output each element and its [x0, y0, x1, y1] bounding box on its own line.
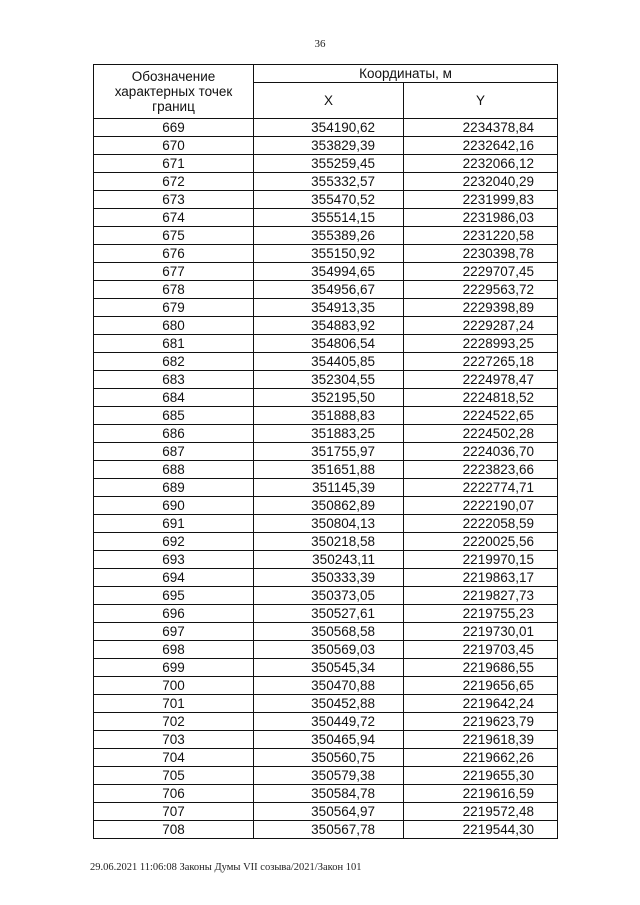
y-coordinate-cell: 2231999,83: [404, 191, 558, 209]
y-coordinate-cell: 2219970,15: [404, 551, 558, 569]
table-row: [94, 641, 558, 659]
x-coordinate-cell: 350243,11: [254, 551, 404, 569]
x-coordinate-cell: 350804,13: [254, 515, 404, 533]
y-coordinate-cell: 2220025,56: [404, 533, 558, 551]
table-row: [94, 767, 558, 785]
x-coordinate-cell: 350564,97: [254, 803, 404, 821]
x-coordinate-cell: 351888,83: [254, 407, 404, 425]
y-coordinate-cell: 2227265,18: [404, 353, 558, 371]
y-coordinate-cell: 2224522,65: [404, 407, 558, 425]
point-number-cell: 706: [94, 785, 254, 803]
header-point-designation: [94, 65, 254, 119]
y-coordinate-cell: 2219755,23: [404, 605, 558, 623]
y-coordinate-cell: 2224036,70: [404, 443, 558, 461]
table-row: [94, 623, 558, 641]
x-coordinate-cell: 354190,62: [254, 119, 404, 137]
x-coordinate-cell: 351145,39: [254, 479, 404, 497]
y-coordinate-cell: 2219655,30: [404, 767, 558, 785]
table-row: [94, 191, 558, 209]
point-number-cell: 674: [94, 209, 254, 227]
y-coordinate-cell: 2224818,52: [404, 389, 558, 407]
point-number-cell: 676: [94, 245, 254, 263]
table-row: [94, 803, 558, 821]
header-name-line: границ: [152, 99, 195, 114]
x-coordinate-cell: 351651,88: [254, 461, 404, 479]
x-coordinate-cell: 355470,52: [254, 191, 404, 209]
table-row: [94, 209, 558, 227]
x-coordinate-cell: 350449,72: [254, 713, 404, 731]
x-coordinate-cell: 351883,25: [254, 425, 404, 443]
table-row: [94, 443, 558, 461]
point-number-cell: 698: [94, 641, 254, 659]
x-coordinate-cell: 354913,35: [254, 299, 404, 317]
point-number-cell: 701: [94, 695, 254, 713]
point-number-cell: 684: [94, 389, 254, 407]
table-row: [94, 119, 558, 137]
x-coordinate-cell: 355259,45: [254, 155, 404, 173]
point-number-cell: 688: [94, 461, 254, 479]
point-number-cell: 670: [94, 137, 254, 155]
y-coordinate-cell: 2232642,16: [404, 137, 558, 155]
y-coordinate-cell: 2219827,73: [404, 587, 558, 605]
point-number-cell: 669: [94, 119, 254, 137]
point-number-cell: 687: [94, 443, 254, 461]
y-coordinate-cell: 2219686,55: [404, 659, 558, 677]
table-row: [94, 407, 558, 425]
x-coordinate-cell: 350373,05: [254, 587, 404, 605]
y-coordinate-cell: 2229563,72: [404, 281, 558, 299]
x-coordinate-cell: 352195,50: [254, 389, 404, 407]
x-coordinate-cell: 355332,57: [254, 173, 404, 191]
header-coordinates: Координаты, м: [254, 65, 558, 83]
point-number-cell: 678: [94, 281, 254, 299]
table-row: [94, 371, 558, 389]
y-coordinate-cell: 2231986,03: [404, 209, 558, 227]
y-coordinate-cell: 2229398,89: [404, 299, 558, 317]
point-number-cell: 689: [94, 479, 254, 497]
x-coordinate-cell: 354956,67: [254, 281, 404, 299]
y-coordinate-cell: 2223823,66: [404, 461, 558, 479]
document-footer: 29.06.2021 11:06:08 Законы Думы VII созыва/2021/Закон 101: [90, 862, 362, 873]
point-number-cell: 704: [94, 749, 254, 767]
point-number-cell: 671: [94, 155, 254, 173]
y-coordinate-cell: 2219616,59: [404, 785, 558, 803]
table-row: [94, 425, 558, 443]
table-row: [94, 227, 558, 245]
point-number-cell: 683: [94, 371, 254, 389]
x-coordinate-cell: 350560,75: [254, 749, 404, 767]
point-number-cell: 691: [94, 515, 254, 533]
x-coordinate-cell: 353829,39: [254, 137, 404, 155]
point-number-cell: 702: [94, 713, 254, 731]
y-coordinate-cell: 2222190,07: [404, 497, 558, 515]
point-number-cell: 707: [94, 803, 254, 821]
table-row: [94, 263, 558, 281]
table-row: [94, 551, 558, 569]
x-coordinate-cell: 350465,94: [254, 731, 404, 749]
y-coordinate-cell: 2219656,65: [404, 677, 558, 695]
x-coordinate-cell: 355389,26: [254, 227, 404, 245]
table-row: [94, 137, 558, 155]
x-coordinate-cell: 351755,97: [254, 443, 404, 461]
table-row: [94, 821, 558, 839]
point-number-cell: 685: [94, 407, 254, 425]
x-coordinate-cell: 350569,03: [254, 641, 404, 659]
point-number-cell: 696: [94, 605, 254, 623]
table-row: [94, 515, 558, 533]
table-row: [94, 605, 558, 623]
x-coordinate-cell: 352304,55: [254, 371, 404, 389]
table-row: [94, 245, 558, 263]
table-row: [94, 587, 558, 605]
point-number-cell: 705: [94, 767, 254, 785]
table-row: [94, 317, 558, 335]
x-coordinate-cell: 354883,92: [254, 317, 404, 335]
x-coordinate-cell: 350527,61: [254, 605, 404, 623]
point-number-cell: 708: [94, 821, 254, 839]
table-row: [94, 731, 558, 749]
x-coordinate-cell: 350568,58: [254, 623, 404, 641]
x-coordinate-cell: 350862,89: [254, 497, 404, 515]
point-number-cell: 681: [94, 335, 254, 353]
point-number-cell: 690: [94, 497, 254, 515]
y-coordinate-cell: 2219623,79: [404, 713, 558, 731]
point-number-cell: 677: [94, 263, 254, 281]
table-row: [94, 479, 558, 497]
table-header: [94, 65, 558, 119]
x-coordinate-cell: 355514,15: [254, 209, 404, 227]
table-row: [94, 785, 558, 803]
x-coordinate-cell: 354806,54: [254, 335, 404, 353]
header-name-line: характерных точек: [114, 84, 233, 99]
point-number-cell: 680: [94, 317, 254, 335]
y-coordinate-cell: 2228993,25: [404, 335, 558, 353]
point-number-cell: 672: [94, 173, 254, 191]
table-row: [94, 533, 558, 551]
point-number-cell: 675: [94, 227, 254, 245]
y-coordinate-cell: 2219544,30: [404, 821, 558, 839]
point-number-cell: 697: [94, 623, 254, 641]
x-coordinate-cell: 354405,85: [254, 353, 404, 371]
x-coordinate-cell: 350452,88: [254, 695, 404, 713]
page-number: 36: [314, 38, 326, 50]
y-coordinate-cell: 2222774,71: [404, 479, 558, 497]
table-body: [94, 119, 558, 839]
y-coordinate-cell: 2219730,01: [404, 623, 558, 641]
x-coordinate-cell: 350218,58: [254, 533, 404, 551]
table-row: [94, 677, 558, 695]
table-row: [94, 389, 558, 407]
y-coordinate-cell: 2224978,47: [404, 371, 558, 389]
x-coordinate-cell: 350584,78: [254, 785, 404, 803]
header-y: Y: [404, 83, 558, 119]
y-coordinate-cell: 2219863,17: [404, 569, 558, 587]
header-name-line: Обозначение: [131, 69, 216, 84]
point-number-cell: 686: [94, 425, 254, 443]
table-row: [94, 659, 558, 677]
table-row: [94, 713, 558, 731]
point-number-cell: 682: [94, 353, 254, 371]
point-number-cell: 673: [94, 191, 254, 209]
table-row: [94, 299, 558, 317]
y-coordinate-cell: 2229707,45: [404, 263, 558, 281]
y-coordinate-cell: 2224502,28: [404, 425, 558, 443]
x-coordinate-cell: 350545,34: [254, 659, 404, 677]
x-coordinate-cell: 354994,65: [254, 263, 404, 281]
point-number-cell: 679: [94, 299, 254, 317]
x-coordinate-cell: 350470,88: [254, 677, 404, 695]
table-row: [94, 749, 558, 767]
y-coordinate-cell: 2231220,58: [404, 227, 558, 245]
coordinates-table: [93, 64, 558, 839]
y-coordinate-cell: 2219703,45: [404, 641, 558, 659]
table-row: [94, 281, 558, 299]
y-coordinate-cell: 2229287,24: [404, 317, 558, 335]
table-row: [94, 461, 558, 479]
y-coordinate-cell: 2222058,59: [404, 515, 558, 533]
point-number-cell: 695: [94, 587, 254, 605]
y-coordinate-cell: 2230398,78: [404, 245, 558, 263]
x-coordinate-cell: 355150,92: [254, 245, 404, 263]
point-number-cell: 692: [94, 533, 254, 551]
header-x: X: [254, 83, 404, 119]
point-number-cell: 693: [94, 551, 254, 569]
table-row: [94, 335, 558, 353]
table-row: [94, 155, 558, 173]
point-number-cell: 703: [94, 731, 254, 749]
table-row: [94, 695, 558, 713]
x-coordinate-cell: 350333,39: [254, 569, 404, 587]
y-coordinate-cell: 2232040,29: [404, 173, 558, 191]
x-coordinate-cell: 350567,78: [254, 821, 404, 839]
x-coordinate-cell: 350579,38: [254, 767, 404, 785]
y-coordinate-cell: 2219662,26: [404, 749, 558, 767]
table-row: [94, 173, 558, 191]
y-coordinate-cell: 2232066,12: [404, 155, 558, 173]
y-coordinate-cell: 2219618,39: [404, 731, 558, 749]
table-row: [94, 497, 558, 515]
table-row: [94, 569, 558, 587]
table-row: [94, 353, 558, 371]
point-number-cell: 694: [94, 569, 254, 587]
y-coordinate-cell: 2219572,48: [404, 803, 558, 821]
y-coordinate-cell: 2219642,24: [404, 695, 558, 713]
y-coordinate-cell: 2234378,84: [404, 119, 558, 137]
point-number-cell: 700: [94, 677, 254, 695]
point-number-cell: 699: [94, 659, 254, 677]
